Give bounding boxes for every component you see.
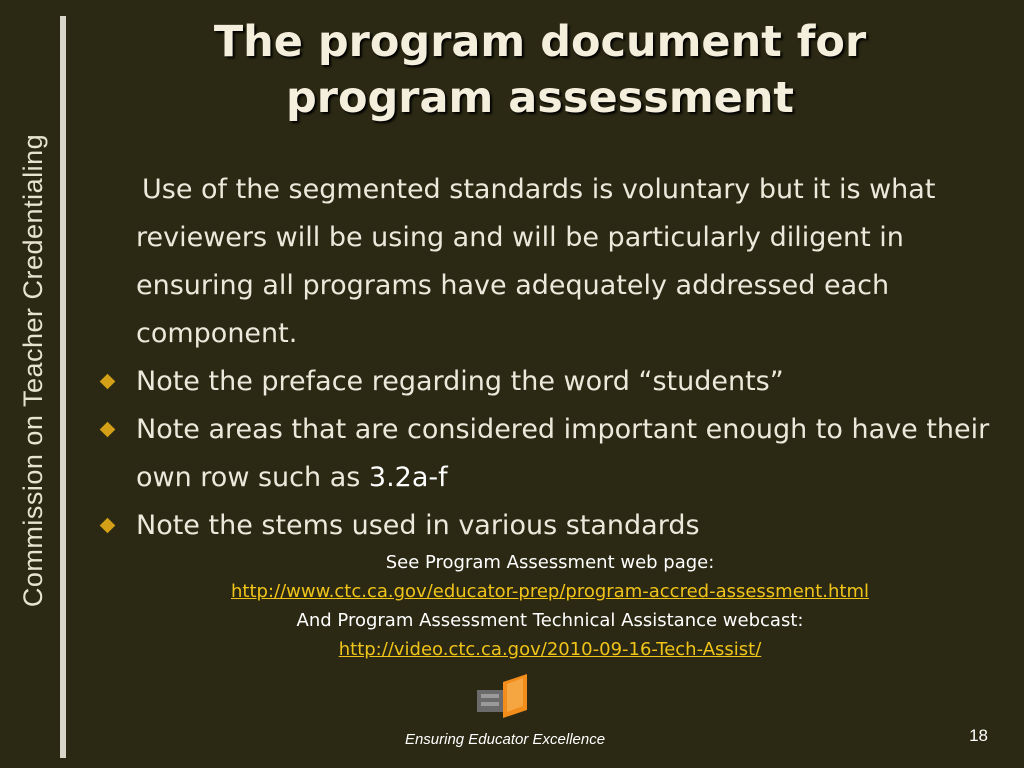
bullet-item-stems (100, 502, 1000, 550)
webcast-link[interactable]: http://video.ctc.ca.gov/2010-09-16-Tech-Assist/ (338, 639, 762, 660)
intro-paragraph: Use of the segmented standards is voluntary but it is what reviewers will be using and will be particularly diligent in ensuring all programs have adequately addressed each component. (136, 174, 936, 349)
resource-links (100, 548, 1000, 664)
program-assessment-link[interactable]: http://www.ctc.ca.gov/educator-prep/program-accred-assessment.html (231, 581, 869, 602)
diamond-bullet-icon (100, 518, 116, 534)
slide-title (100, 14, 980, 126)
diamond-bullet-icon (100, 422, 116, 438)
slide-body (100, 166, 1000, 550)
diamond-bullet-icon (100, 374, 116, 390)
webcast-caption: And Program Assessment Technical Assistance webcast: (296, 610, 804, 631)
ctc-logo-icon (475, 672, 535, 720)
bullet-text: Note the stems used in various standards (136, 510, 700, 541)
bullet-accent-text: 3.2a-f (368, 462, 448, 493)
web-page-caption: See Program Assessment web page: (385, 552, 715, 573)
bullet-text: Note the preface regarding the word “students” (136, 366, 784, 397)
bullet-item-own-row (100, 406, 1000, 502)
bullet-item-students (100, 358, 1000, 406)
footer-tagline: Ensuring Educator Excellence (404, 731, 606, 748)
page-number: 18 (969, 726, 988, 745)
sidebar-title (12, 20, 56, 720)
bullet-text: Note areas that are considered important enough to have their own row such as (136, 414, 990, 493)
title-line-2: program assessment (285, 73, 794, 123)
title-line-1: The program document for (213, 17, 867, 67)
sidebar-title-text: Commission on Teacher Credentialing (18, 133, 49, 607)
sidebar-divider (60, 16, 66, 758)
